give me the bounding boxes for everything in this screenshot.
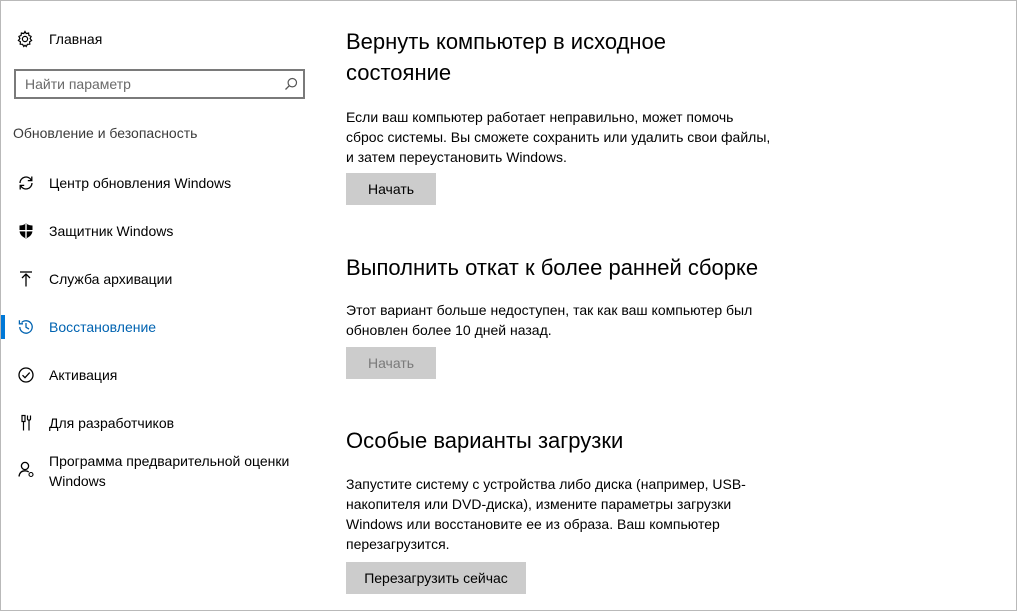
- sidebar-item-label: Защитник Windows: [49, 223, 174, 239]
- rollback-start-button[interactable]: Начать: [346, 347, 436, 379]
- advanced-startup-title: Особые варианты загрузки: [346, 428, 624, 453]
- restart-now-button[interactable]: Перезагрузить сейчас: [346, 562, 526, 594]
- reset-description-line1: Если ваш компьютер работает неправильно, может помочь: [346, 109, 734, 125]
- sidebar-item-label: Служба архивации: [49, 271, 173, 287]
- sidebar: [1, 1, 331, 610]
- section-heading: Обновление и безопасность: [13, 125, 198, 141]
- reset-start-button[interactable]: Начать: [346, 173, 436, 205]
- developer-tools-icon: [15, 412, 37, 434]
- search-input[interactable]: [16, 71, 279, 97]
- sidebar-item-windows-update[interactable]: [1, 163, 331, 203]
- person-icon: [15, 458, 37, 480]
- rollback-description-line1: Этот вариант больше недоступен, так как ваш компьютер был: [346, 302, 753, 318]
- sidebar-item-insider-program[interactable]: [1, 452, 331, 508]
- advanced-description-line4: перезагрузится.: [346, 536, 450, 552]
- search-box[interactable]: [14, 69, 305, 99]
- sidebar-item-label: Программа предварительной оценки Windows: [49, 453, 290, 489]
- search-icon[interactable]: [279, 71, 303, 97]
- upload-icon: [15, 268, 37, 290]
- sidebar-item-backup[interactable]: [1, 259, 331, 299]
- sidebar-item-label: Для разработчиков: [49, 415, 175, 431]
- sidebar-item-recovery[interactable]: [1, 307, 331, 347]
- rollback-description-line2: обновлен более 10 дней назад.: [346, 322, 552, 338]
- home-link[interactable]: [15, 27, 315, 51]
- advanced-description-line3: Windows или восстановите ее из образа. Ваш компьютер: [346, 516, 720, 532]
- reset-title-line1: Вернуть компьютер в исходное: [346, 29, 667, 54]
- sidebar-item-label: Восстановление: [49, 319, 157, 335]
- history-icon: [15, 316, 37, 338]
- home-label: Главная: [49, 31, 103, 47]
- reset-description-line2: сброс системы. Вы сможете сохранить или удалить свои файлы,: [346, 129, 771, 145]
- advanced-description-line1: Запустите систему с устройства либо диска (например, USB-: [346, 476, 746, 492]
- sidebar-item-windows-defender[interactable]: [1, 211, 331, 251]
- sync-icon: [15, 172, 37, 194]
- sidebar-item-developers[interactable]: [1, 403, 331, 443]
- advanced-description-line2: накопителя или DVD-диска), измените параметры загрузки: [346, 496, 732, 512]
- sidebar-item-label: Центр обновления Windows: [49, 175, 232, 191]
- gear-icon: [15, 29, 35, 49]
- sidebar-item-activation[interactable]: [1, 355, 331, 395]
- rollback-title: Выполнить откат к более ранней сборке: [346, 255, 759, 280]
- reset-title-line2: состояние: [346, 60, 452, 85]
- check-circle-icon: [15, 364, 37, 386]
- active-indicator: [1, 315, 5, 339]
- sidebar-item-label: Активация: [49, 367, 118, 383]
- shield-icon: [15, 220, 37, 242]
- reset-description-line3: и затем переустановить Windows.: [346, 149, 567, 165]
